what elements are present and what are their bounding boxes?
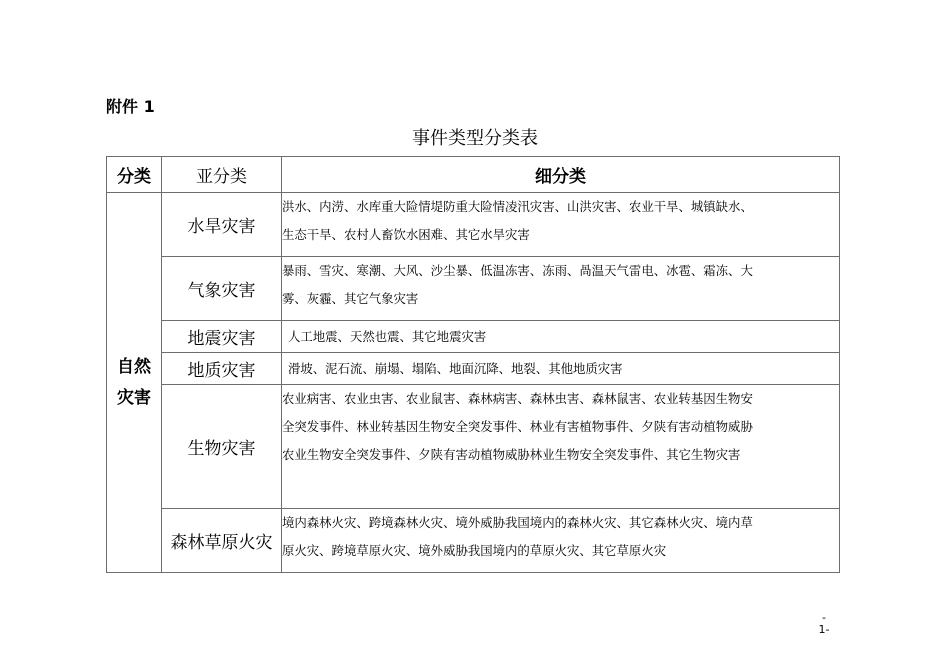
subcategory-cell: 气象灾害 xyxy=(162,257,282,321)
table-row xyxy=(107,257,840,321)
category-line-1: 自然 xyxy=(117,356,151,377)
table-row xyxy=(107,321,840,353)
detail-line: 生态干旱、农村人畜饮水困难、其它水旱灾害 xyxy=(282,227,530,242)
category-cell xyxy=(107,193,162,573)
header-row xyxy=(107,157,840,193)
document-title: 事件类型分类表 xyxy=(412,128,538,149)
subcategory-cell: 森林草原火灾 xyxy=(162,509,282,573)
detail-line: 农业生物安全突发事件、夕陕有害动植物威胁林业生物安全突发事件、其它生物灾害 xyxy=(282,447,741,462)
detail-cell xyxy=(282,257,840,321)
event-classification-table xyxy=(106,156,840,573)
detail-cell xyxy=(282,509,840,573)
page-number-value: 1- xyxy=(818,623,830,636)
page-number xyxy=(812,612,836,636)
subcategory-cell: 生物灾害 xyxy=(162,385,282,509)
header-category: 分类 xyxy=(107,157,162,193)
detail-line: 原火灾、跨境草原火灾、境外威胁我国境内的草原火灾、其它草原火灾 xyxy=(282,543,667,558)
detail-cell xyxy=(282,193,840,257)
header-detail: 细分类 xyxy=(282,157,840,193)
detail-line: 境内森林火灾、跨境森林火灾、境外威胁我国境内的森林火灾、其它森林火灾、境内草 xyxy=(282,515,753,530)
detail-line: 人工地震、天然也震、其它地震灾害 xyxy=(288,328,487,344)
table-row xyxy=(107,509,840,573)
subcategory-cell: 地质灾害 xyxy=(162,353,282,385)
table-row xyxy=(107,193,840,257)
subcategory-cell: 地震灾害 xyxy=(162,321,282,353)
detail-cell xyxy=(282,385,840,509)
detail-line: 雾、灰霾、其它气象灾害 xyxy=(282,291,419,306)
detail-line: 洪水、内涝、水库重大险情堤防重大险情凌汛灾害、山洪灾害、农业干旱、城镇缺水、 xyxy=(282,199,753,214)
detail-cell xyxy=(282,321,840,353)
detail-line: 滑坡、泥石流、崩塌、塌陷、地面沉降、地裂、其他地质灾害 xyxy=(288,360,623,376)
table-row xyxy=(107,385,840,509)
detail-cell xyxy=(282,353,840,385)
page-number-dash: - xyxy=(822,611,826,624)
detail-line: 全突发事件、林业转基因生物安全突发事件、林业有害植物事件、夕陕有害动植物威胁 xyxy=(282,419,753,434)
category-line-2: 灾害 xyxy=(117,387,151,408)
table-row xyxy=(107,353,840,385)
attachment-label: 附件 1 xyxy=(106,97,155,116)
subcategory-cell: 水旱灾害 xyxy=(162,193,282,257)
detail-line: 农业病害、农业虫害、农业鼠害、森林病害、森林虫害、森林鼠害、农业转基因生物安 xyxy=(282,391,753,406)
detail-line: 暴雨、雪灾、寒潮、大风、沙尘暴、低温冻害、冻雨、咼温天气雷电、冰雹、霜冻、大 xyxy=(282,263,753,278)
header-subcategory: 亚分类 xyxy=(162,157,282,193)
